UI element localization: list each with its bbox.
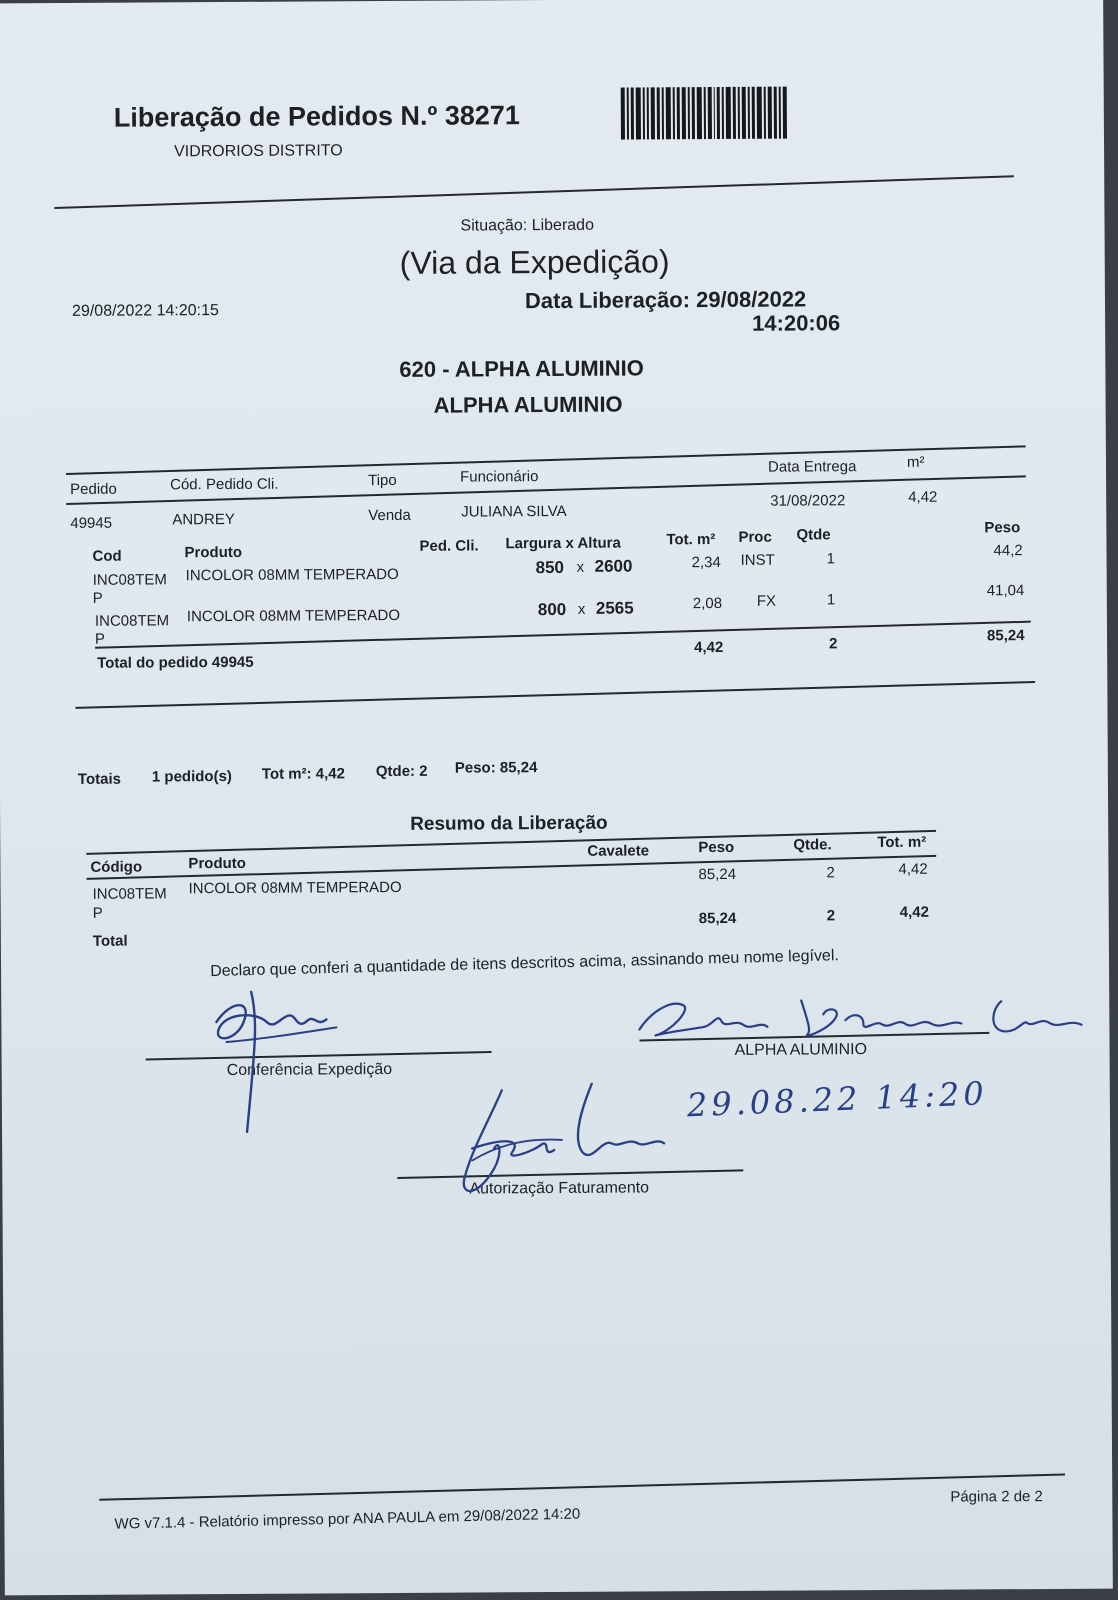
resumo-total-label: Total	[92, 932, 128, 950]
footer-rule	[99, 1474, 1065, 1501]
client-code-name: 620 - ALPHA ALUMINIO	[399, 355, 644, 382]
resumo-col-tot-m2: Tot. m²	[877, 833, 927, 852]
item-1-altura: 2600	[594, 556, 633, 576]
resumo-row-codigo-cont: P	[92, 904, 103, 922]
item-1-x: x	[576, 558, 585, 576]
resumo-row-qtde: 2	[826, 864, 835, 882]
m2-value: 4,42	[908, 488, 938, 506]
items-col-cod: Cod	[92, 547, 122, 565]
company-name: VIDRORIOS DISTRITO	[174, 142, 343, 161]
conferencia-signature	[196, 981, 357, 1142]
handwritten-date: 29.08.22 14:20	[686, 1074, 989, 1125]
resumo-title: Resumo da Liberação	[410, 812, 608, 835]
col-cod-pedido-cli-label: Cód. Pedido Cli.	[170, 475, 279, 494]
conferencia-label: Conferência Expedição	[226, 1060, 393, 1080]
totais-qtde: Qtde: 2	[375, 762, 428, 781]
declaration-text: Declaro que conferi a quantidade de itens descritos acima, assinando meu nome legível.	[210, 947, 840, 981]
resumo-col-cavalete: Cavalete	[587, 842, 650, 860]
resumo-row-produto: INCOLOR 08MM TEMPERADO	[188, 878, 402, 898]
col-pedido-label: Pedido	[70, 480, 117, 498]
tipo-value: Venda	[368, 506, 411, 525]
col-funcionario-label: Funcionário	[459, 468, 539, 486]
item-1-tot-m2: 2,34	[691, 553, 721, 572]
item-1-qtde: 1	[826, 550, 835, 568]
col-m2-label: m²	[906, 453, 925, 471]
items-total-peso: 85,24	[986, 627, 1025, 645]
items-col-produto: Produto	[184, 543, 243, 562]
totais-tot-m2: Tot m²: 4,42	[261, 765, 345, 783]
header-divider	[54, 175, 1014, 209]
resumo-col-codigo: Código	[90, 858, 143, 876]
item-2-tot-m2: 2,08	[692, 594, 723, 613]
document-title: Liberação de Pedidos N.º 38271	[113, 100, 520, 133]
items-col-peso: Peso	[984, 519, 1021, 537]
item-2-produto: INCOLOR 08MM TEMPERADO	[186, 606, 401, 626]
item-1-proc: INST	[740, 551, 775, 569]
resumo-col-produto: Produto	[188, 854, 246, 873]
resumo-total-m2: 4,42	[899, 903, 929, 921]
item-2-largura: 800	[537, 599, 567, 620]
client-signature-label: ALPHA ALUMINIO	[734, 1041, 868, 1059]
cod-pedido-cli-value: ANDREY	[172, 510, 235, 529]
footer-page-number: Página 2 de 2	[950, 1488, 1043, 1506]
item-2-proc: FX	[756, 592, 777, 610]
resumo-col-qtde: Qtde.	[793, 836, 832, 854]
item-2-cod: INC08TEM	[94, 612, 170, 630]
items-total-qtde: 2	[829, 635, 838, 653]
situacao-text: Situação: Liberado	[460, 216, 595, 235]
item-2-altura: 2565	[595, 598, 634, 618]
item-2-cod-cont: P	[94, 630, 106, 648]
col-tipo-label: Tipo	[368, 471, 397, 490]
order-header-top-rule	[66, 445, 1026, 475]
resumo-total-peso: 85,24	[698, 909, 737, 928]
items-total-m2: 4,42	[694, 638, 724, 657]
pedido-value: 49945	[70, 514, 113, 532]
printed-datetime: 29/08/2022 14:20:15	[71, 302, 219, 320]
data-liberacao-time: 14:20:06	[752, 310, 841, 336]
item-1-largura: 850	[535, 557, 565, 578]
items-col-qtde: Qtde	[796, 526, 831, 544]
funcionario-value: JULIANA SILVA	[461, 502, 567, 521]
items-col-largura-altura: Largura x Altura	[505, 534, 621, 553]
resumo-row-peso: 85,24	[698, 865, 737, 884]
item-2-x: x	[577, 600, 586, 618]
items-col-ped-cli: Ped. Cli.	[419, 537, 479, 555]
item-1-peso: 44,2	[993, 542, 1023, 560]
item-1-produto: INCOLOR 08MM TEMPERADO	[185, 565, 399, 585]
items-bottom-rule	[75, 681, 1035, 709]
totais-pedidos: 1 pedido(s)	[151, 767, 232, 786]
autorizacao-signature	[442, 1077, 673, 1208]
resumo-row-tot-m2: 4,42	[898, 860, 928, 878]
data-liberacao-label: Data Liberação: 29/08/2022	[524, 286, 807, 314]
client-name: ALPHA ALUMINIO	[433, 391, 623, 418]
items-total-label: Total do pedido 49945	[97, 653, 254, 672]
autorizacao-label: Autorização Faturamento	[469, 1179, 650, 1198]
resumo-row-codigo: INC08TEM	[92, 885, 167, 903]
item-2-qtde: 1	[826, 591, 836, 609]
resumo-total-qtde: 2	[826, 907, 836, 925]
footer-printed-by: WG v7.1.4 - Relatório impresso por ANA PAULA em 29/08/2022 14:20	[114, 1505, 581, 1533]
item-1-cod: INC08TEM	[92, 571, 167, 589]
items-col-proc: Proc	[738, 528, 772, 546]
totais-label: Totais	[77, 770, 122, 788]
totais-peso: Peso: 85,24	[454, 759, 538, 777]
item-1-cod-cont: P	[92, 589, 103, 607]
data-entrega-value: 31/08/2022	[770, 492, 846, 510]
barcode	[621, 87, 789, 140]
item-2-peso: 41,04	[986, 582, 1025, 600]
via-title: (Via da Expedição)	[399, 243, 670, 281]
col-data-entrega-label: Data Entrega	[767, 458, 857, 476]
resumo-col-peso: Peso	[698, 838, 735, 857]
items-col-tot-m2: Tot. m²	[666, 531, 716, 549]
client-signature	[631, 989, 1101, 1052]
